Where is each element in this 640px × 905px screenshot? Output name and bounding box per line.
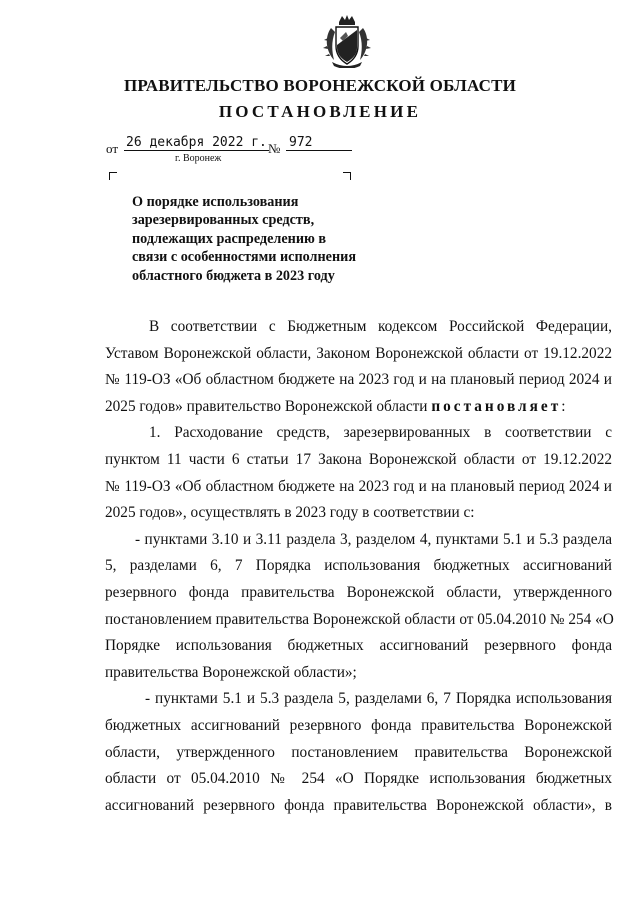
title-line: зарезервированных средств, (132, 212, 315, 229)
body-line: резервного фонда правительства Воронежской области, утвержденного (105, 583, 612, 601)
number-prefix: № (268, 141, 281, 156)
document-date: 26 декабря 2022 г. (126, 135, 267, 150)
body-line: 1. Расходование средств, зарезервированных в соответствии с (149, 424, 612, 442)
body-line: области, утвержденного постановлением правительства Воронежской (105, 743, 612, 761)
coat-of-arms-icon (322, 14, 372, 68)
city: г. Воронеж (175, 153, 222, 164)
title-line: подлежащих распределению в (132, 230, 327, 247)
organization-name: ПРАВИТЕЛЬСТВО ВОРОНЕЖСКОЙ ОБЛАСТИ (123, 76, 517, 95)
title-line: О порядке использования (132, 194, 299, 210)
body-line: 5, разделами 6, 7 Порядка использования бюджетных ассигнований (105, 557, 612, 575)
resolves-word: постановляет (431, 397, 562, 415)
date-number-row (106, 135, 366, 156)
body-line: правительства Воронежской области»; (105, 663, 357, 681)
document-type: ПОСТАНОВЛЕНИЕ (218, 102, 422, 121)
date-underline (124, 150, 269, 151)
title-corner-left (109, 172, 117, 180)
title-corner-right (343, 172, 351, 180)
body-line: Уставом Воронежской области, Законом Воронежской области от 19.12.2022 (105, 344, 612, 362)
document-number: 972 (289, 135, 313, 150)
body-text: : (561, 397, 566, 415)
number-underline (286, 150, 352, 151)
date-prefix: от (106, 141, 119, 156)
document-body (105, 314, 612, 819)
title-line: областного бюджета в 2023 году (132, 267, 335, 284)
body-line: области от 05.04.2010 № 254 «О Порядке использования бюджетных (105, 770, 612, 788)
body-line: 2025 годов», осуществлять в 2023 году в соответствии с: (105, 504, 475, 522)
body-text: 2025 годов» правительство Воронежской области (105, 397, 432, 415)
body-line: Порядке использования бюджетных ассигнований резервного фонда (105, 637, 612, 655)
body-line: бюджетных ассигнований резервного фонда правительства Воронежской (105, 716, 612, 734)
body-line: постановлением правительства Воронежской области от 05.04.2010 № 254 «О (105, 610, 614, 628)
body-line (105, 394, 612, 421)
body-line: - пунктами 3.10 и 3.11 раздела 3, разделом 4, пунктами 5.1 и 5.3 раздела (135, 530, 612, 548)
body-line: - пунктами 5.1 и 5.3 раздела 5, разделами 6, 7 Порядка использования (145, 690, 612, 708)
body-line: ассигнований резервного фонда правительства Воронежской области», в (105, 796, 612, 814)
title-line: связи с особенностями исполнения (132, 249, 356, 266)
body-line: № 119-ОЗ «Об областном бюджете на 2023 год и на плановый период 2024 и (105, 477, 612, 495)
body-line: В соответствии с Бюджетным кодексом Российской Федерации, (149, 318, 612, 335)
document-title (132, 193, 372, 285)
body-line: пунктом 11 части 6 статьи 17 Закона Воронежской области от 19.12.2022 (105, 450, 612, 468)
body-line: № 119-ОЗ «Об областном бюджете на 2023 год и на плановый период 2024 и (105, 371, 612, 389)
